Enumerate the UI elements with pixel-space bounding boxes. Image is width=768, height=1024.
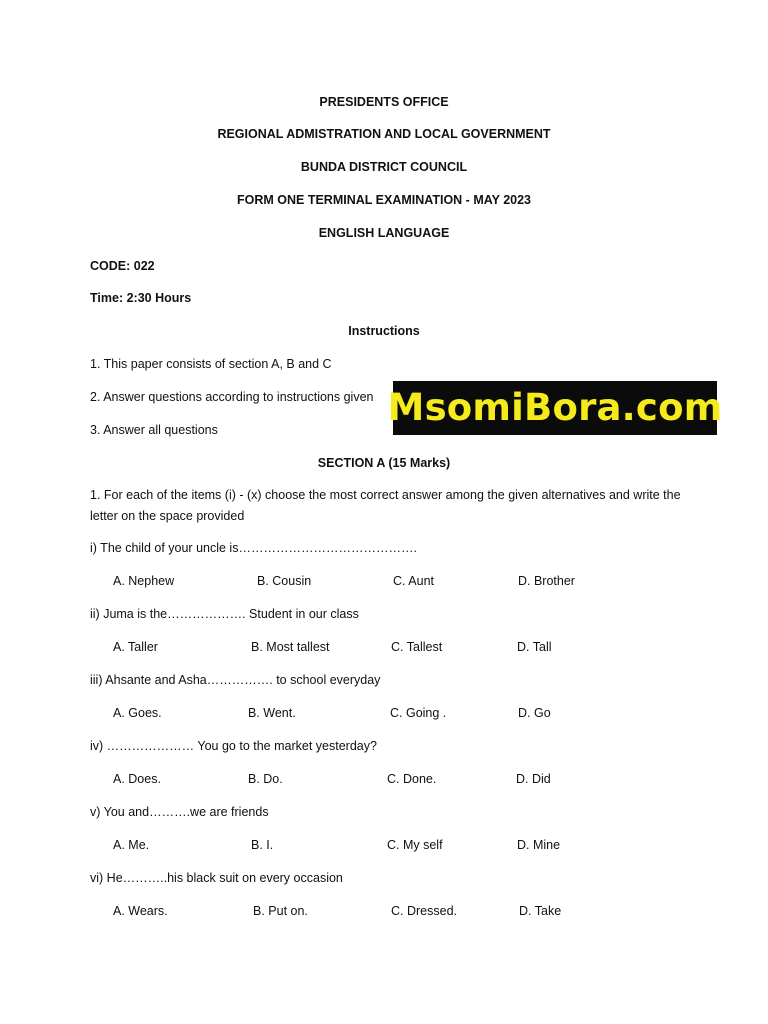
question-1-instruction: 1. For each of the items (i) - (x) choose the most correct answer among the given alternatives and write the letter on the space provided <box>90 488 681 523</box>
option-iv-d: D. Did <box>516 772 551 786</box>
option-vi-c: C. Dressed. <box>391 904 457 918</box>
instruction-item-1: 1. This paper consists of section A, B and C <box>90 357 332 371</box>
msomibora-watermark-logo <box>387 381 723 435</box>
option-iii-a: A. Goes. <box>113 706 162 720</box>
question-stem-iii: iii) Ahsante and Asha……………. to school everyday <box>90 673 381 687</box>
watermark-text: MsomiBora.com <box>387 386 723 429</box>
option-iii-b: B. Went. <box>248 706 296 720</box>
option-ii-b: B. Most tallest <box>251 640 330 654</box>
option-iv-c: C. Done. <box>387 772 437 786</box>
option-ii-c: C. Tallest <box>391 640 443 654</box>
instruction-item-2: 2. Answer questions according to instructions given <box>90 390 374 404</box>
option-vi-a: A. Wears. <box>113 904 168 918</box>
option-iv-a: A. Does. <box>113 772 161 786</box>
question-stem-i: i) The child of your uncle is……………………………………. <box>90 541 417 555</box>
option-v-d: D. Mine <box>517 838 561 852</box>
header-line-district-council: BUNDA DISTRICT COUNCIL <box>300 160 468 174</box>
header-line-exam-title: FORM ONE TERMINAL EXAMINATION - MAY 2023 <box>236 193 532 207</box>
option-i-b: B. Cousin <box>257 574 312 588</box>
option-i-d: D. Brother <box>518 574 575 588</box>
question-stem-vi: vi) He………..his black suit on every occasion <box>90 871 343 885</box>
instruction-item-3: 3. Answer all questions <box>90 423 218 437</box>
option-iii-c: C. Going . <box>390 706 447 720</box>
question-stem-ii: ii) Juma is the………………. Student in our class <box>90 607 359 621</box>
exam-code: CODE: 022 <box>90 259 155 273</box>
option-iv-b: B. Do. <box>248 772 283 786</box>
instructions-title: Instructions <box>348 324 420 338</box>
header-line-regional-admin: REGIONAL ADMISTRATION AND LOCAL GOVERNMENT <box>217 127 551 141</box>
option-i-a: A. Nephew <box>113 574 175 588</box>
question-stem-v: v) You and……….we are friends <box>90 805 269 819</box>
option-i-c: C. Aunt <box>393 574 434 588</box>
option-v-c: C. My self <box>387 838 443 852</box>
option-v-b: B. I. <box>251 838 274 852</box>
option-iii-d: D. Go <box>518 706 551 720</box>
section-a-title: SECTION A (15 Marks) <box>317 456 451 470</box>
header-line-subject: ENGLISH LANGUAGE <box>318 226 450 240</box>
option-vi-d: D. Take <box>519 904 562 918</box>
option-v-a: A. Me. <box>113 838 150 852</box>
option-vi-b: B. Put on. <box>253 904 308 918</box>
option-ii-a: A. Taller <box>113 640 158 654</box>
exam-time: Time: 2:30 Hours <box>90 291 192 305</box>
option-ii-d: D. Tall <box>517 640 552 654</box>
header-line-presidents-office: PRESIDENTS OFFICE <box>319 95 449 109</box>
question-stem-iv: iv) ………………… You go to the market yesterday? <box>90 739 377 753</box>
